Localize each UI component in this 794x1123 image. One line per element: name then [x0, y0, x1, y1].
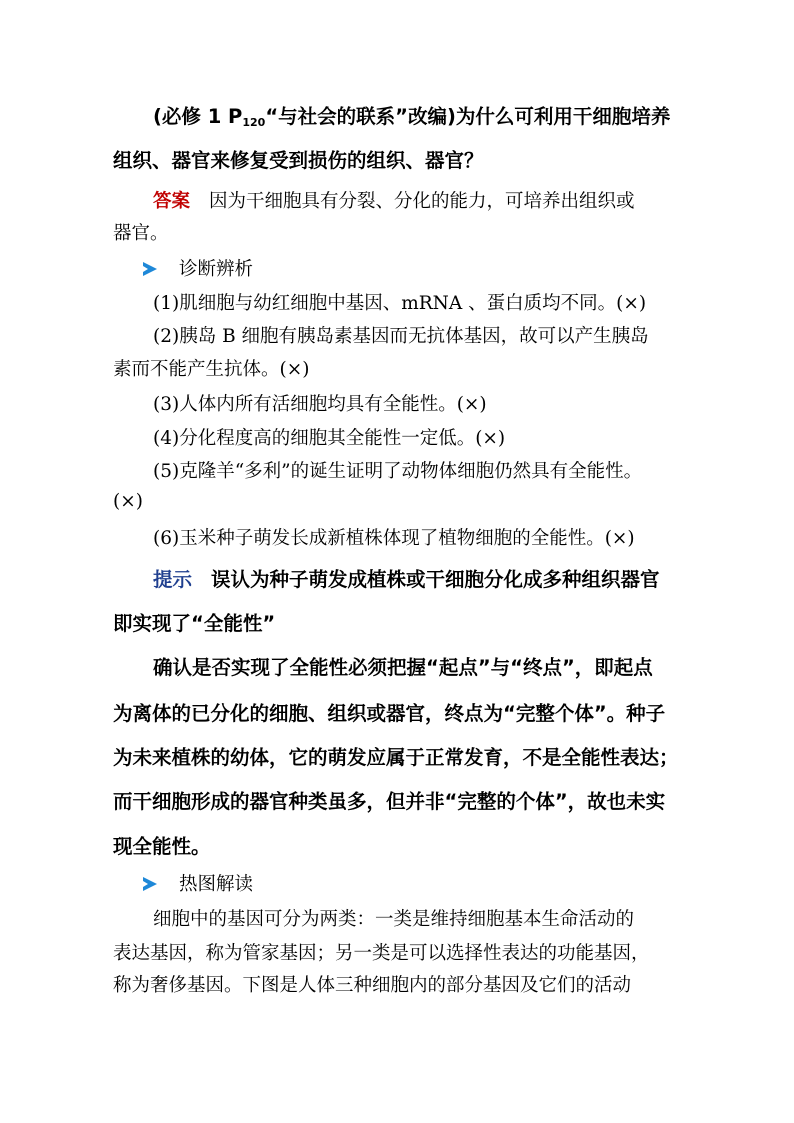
hint-line-2: 即实现了“全能性” — [113, 612, 276, 635]
hint-para-line-4: 而干细胞形成的器官种类虽多，但并非“完整的个体”，故也未实 — [113, 790, 666, 813]
diagnosis-heading-text: 诊断辨析 — [179, 259, 254, 280]
answer-line-1 — [153, 187, 635, 213]
question-prefix: (必修 1 P — [153, 105, 243, 128]
hotmap-heading — [143, 870, 253, 896]
hotmap-line-1: 细胞中的基因可分为两类：一类是维持细胞基本生命活动的 — [153, 909, 635, 930]
diagnosis-item-4: (4)分化程度高的细胞其全能性一定低。(×) — [153, 428, 506, 449]
question-line-2: 组织、器官来修复受到损伤的组织、器官？ — [113, 149, 484, 172]
blue-arrow-icon — [143, 877, 157, 891]
hint-para-line-3: 为未来植株的幼体，它的萌发应属于正常发育，不是全能性表达； — [113, 746, 679, 769]
diagnosis-item-2-cont: 素而不能产生抗体。(×) — [113, 359, 310, 380]
question-line-1 — [153, 101, 670, 129]
diagnosis-item-3: (3)人体内所有活细胞均具有全能性。(×) — [153, 394, 487, 415]
hint-label: 提示 — [153, 568, 193, 591]
question-page-subscript: 120 — [242, 116, 266, 129]
answer-label: 答案 — [153, 191, 191, 212]
diagnosis-item-2: (2)胰岛 B 细胞有胰岛素基因而无抗体基因，故可以产生胰岛 — [153, 326, 649, 347]
diagnosis-item-5-cont: (×) — [113, 491, 143, 512]
diagnosis-heading — [143, 255, 253, 281]
hotmap-heading-text: 热图解读 — [179, 874, 254, 895]
hint-para-line-5: 现全能性。 — [113, 835, 211, 858]
diagnosis-item-5: (5)克隆羊“多利”的诞生证明了动物体细胞仍然具有全能性。 — [153, 461, 643, 482]
answer-line-2: 器官。 — [113, 223, 169, 244]
diagnosis-item-1: (1)肌细胞与幼红细胞中基因、mRNA 、蛋白质均不同。(×) — [153, 293, 647, 314]
question-rest: “与社会的联系”改编)为什么可利用干细胞培养 — [265, 105, 671, 128]
hint-para-line-2: 为离体的已分化的细胞、组织或器官，终点为“完整个体”。种子 — [113, 702, 666, 725]
diagnosis-item-6: (6)玉米种子萌发长成新植株体现了植物细胞的全能性。(×) — [153, 528, 635, 549]
blue-arrow-icon — [143, 262, 157, 276]
answer-text: 因为干细胞具有分裂、分化的能力，可培养出组织或 — [209, 191, 635, 212]
hint-text: 误认为种子萌发成植株或干细胞分化成多种组织器官 — [211, 568, 660, 591]
hint-para-line-1: 确认是否实现了全能性必须把握“起点”与“终点”，即起点 — [153, 656, 653, 679]
hotmap-line-3: 称为奢侈基因。下图是人体三种细胞内的部分基因及它们的活动 — [113, 975, 632, 996]
hint-line-1 — [153, 564, 660, 592]
hotmap-line-2: 表达基因，称为管家基因；另一类是可以选择性表达的功能基因， — [113, 943, 650, 964]
